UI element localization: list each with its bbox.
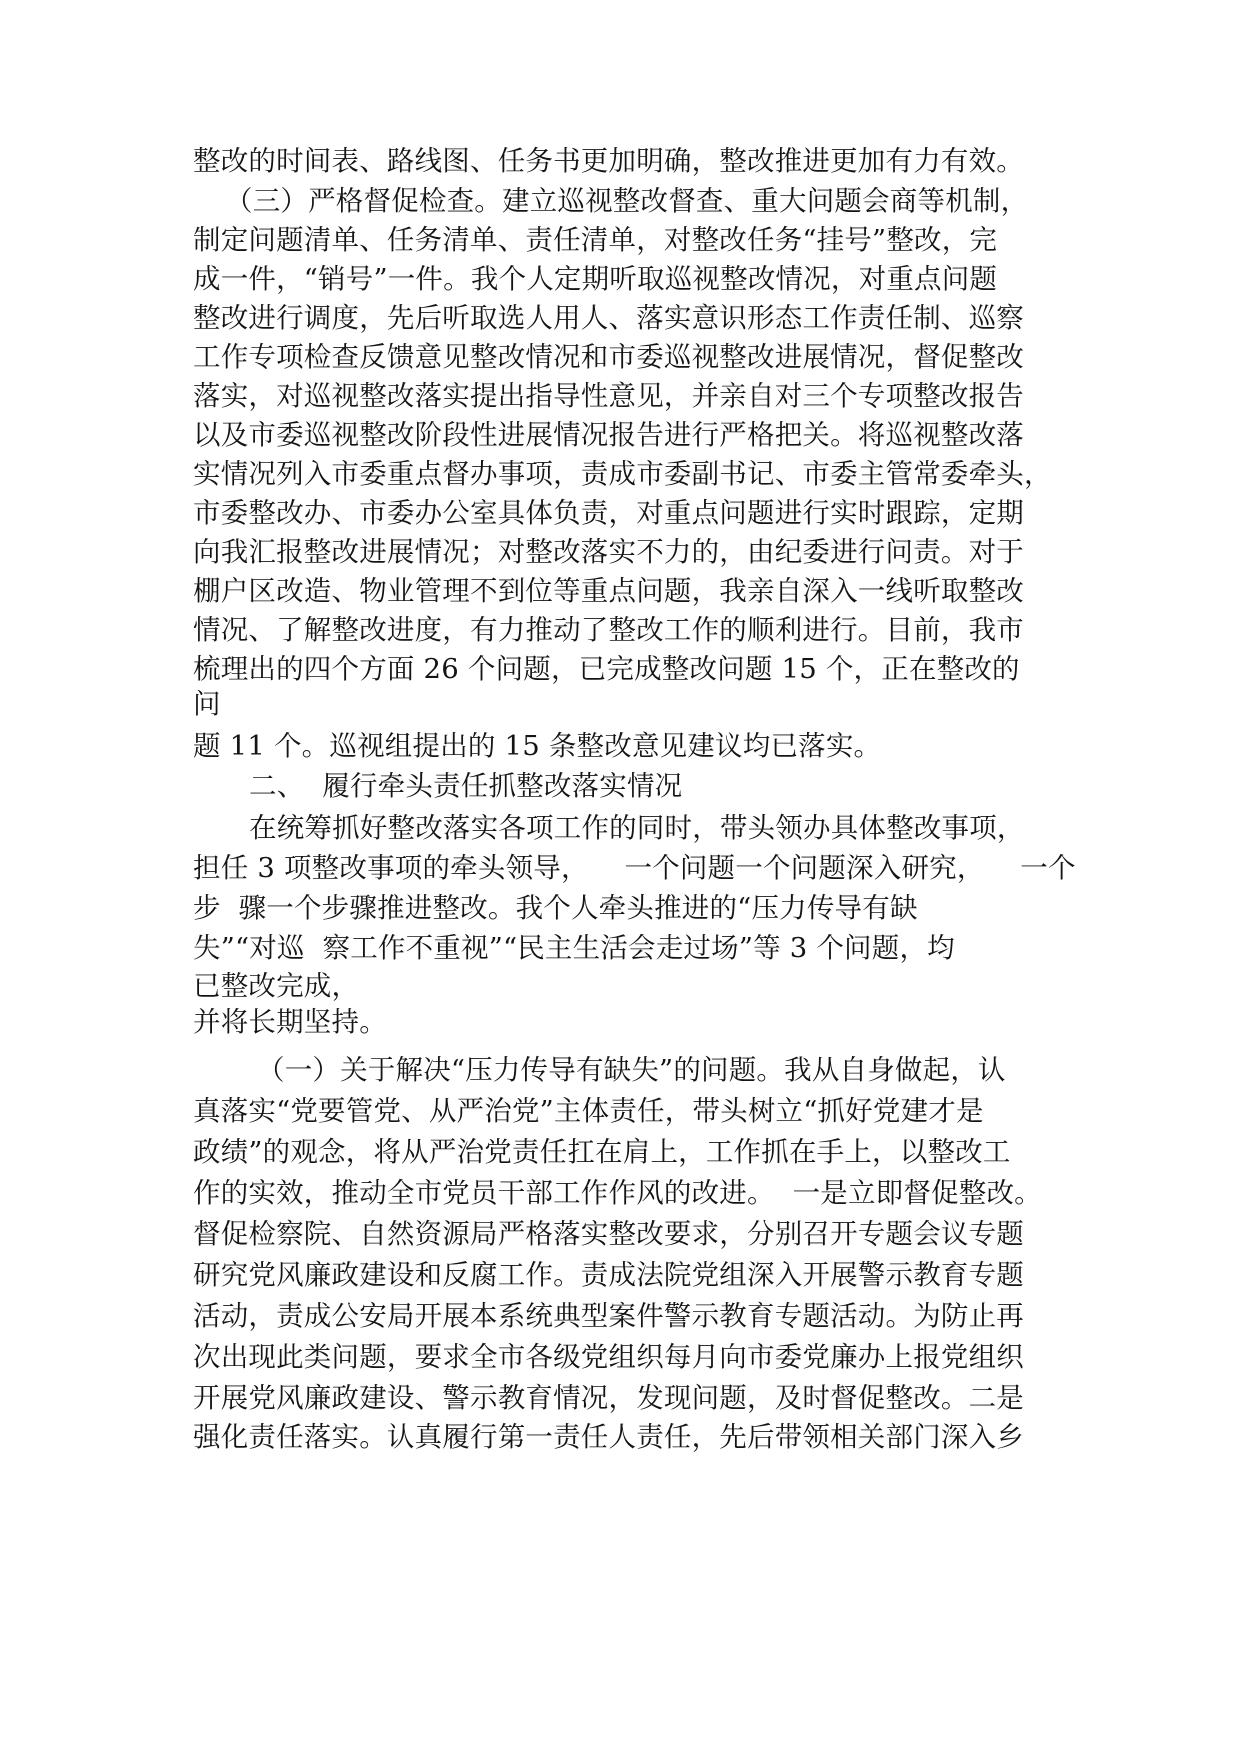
text-line: 失”“对巡 察工作不重视”“民主生活会走过场”等 3 个问题，均	[193, 932, 955, 964]
section-heading-strict-supervision: （三）严格督促检查。建立巡视整改督查、重大问题会商等机制，	[225, 185, 1029, 217]
text-line: 强化责任落实。认真履行第一责任人责任，先后带领相关部门深入乡	[193, 1421, 1024, 1453]
text-line: 真落实“党要管党、从严治党”主体责任，带头树立“抓好党建才是	[193, 1095, 984, 1127]
text-line: 题 11 个。巡视组提出的 15 条整改意见建议均已落实。	[193, 730, 882, 762]
text-line: 开展党风廉政建设、警示教育情况，发现问题，及时督促整改。二是	[193, 1382, 1024, 1414]
text-line: 棚户区改造、物业管理不到位等重点问题，我亲自深入一线听取整改	[193, 575, 1024, 607]
text-line: 情况、了解整改进度，有力推动了整改工作的顺利进行。目前，我市	[193, 614, 1024, 646]
text-line: 市委整改办、市委办公室具体负责，对重点问题进行实时跟踪，定期	[193, 497, 1024, 529]
text-line: 向我汇报整改进展情况；对整改落实不力的，由纪委进行问责。对于	[193, 536, 1024, 568]
text-line: 政绩”的观念，将从严治党责任扛在肩上，工作抓在手上，以整改工	[193, 1136, 1011, 1168]
text-line: 实情况列入市委重点督办事项，责成市委副书记、市委主管常委牵头，	[193, 458, 1052, 490]
text-line: 步 骤一个步骤推进整改。我个人牵头推进的“压力传导有缺	[193, 892, 918, 924]
text-line: 次出现此类问题，要求全市各级党组织每月向市委党廉办上报党组织	[193, 1341, 1024, 1373]
text-line: 问	[193, 688, 221, 720]
text-line: 成一件，“销号”一件。我个人定期听取巡视整改情况，对重点问题	[193, 263, 998, 295]
text-line: 制定问题清单、任务清单、责任清单，对整改任务“挂号”整改，完	[193, 224, 998, 256]
text-line: 已整改完成，	[193, 970, 360, 1002]
text-line: 整改的时间表、路线图、任务书更加明确，整改推进更加有力有效。	[193, 145, 1024, 177]
text-line: 整改进行调度，先后听取选人用人、落实意识形态工作责任制、巡察	[193, 302, 1024, 334]
text-line: 并将长期坚持。	[193, 1006, 387, 1038]
text-line: 作的实效，推动全市党员干部工作作风的改进。 一是立即督促整改。	[193, 1177, 1042, 1209]
text-line: 工作专项检查反馈意见整改情况和市委巡视整改进展情况，督促整改	[193, 341, 1024, 373]
text-line: 担任 3 项整改事项的牵头领导， 一个问题一个问题深入研究， 一个	[193, 852, 1076, 884]
section-heading-pressure-transmission: （一）关于解决“压力传导有缺失”的问题。我从自身做起，认	[257, 1054, 1006, 1086]
text-line: 以及市委巡视整改阶段性进展情况报告进行严格把关。将巡视整改落	[193, 419, 1024, 451]
section-heading-lead-responsibility: 二、 履行牵头责任抓整改落实情况	[249, 770, 683, 802]
text-line: 研究党风廉政建设和反腐工作。责成法院党组深入开展警示教育专题	[193, 1259, 1024, 1291]
text-line: 活动，责成公安局开展本系统典型案件警示教育专题活动。为防止再	[193, 1300, 1024, 1332]
text-line: 督促检察院、自然资源局严格落实整改要求，分别召开专题会议专题	[193, 1218, 1024, 1250]
text-line: 落实，对巡视整改落实提出指导性意见，并亲自对三个专项整改报告	[193, 380, 1024, 412]
text-line: 梳理出的四个方面 26 个问题，已完成整改问题 15 个，正在整改的	[193, 653, 1020, 685]
text-line: 在统筹抓好整改落实各项工作的同时，带头领办具体整改事项，	[249, 812, 1025, 844]
